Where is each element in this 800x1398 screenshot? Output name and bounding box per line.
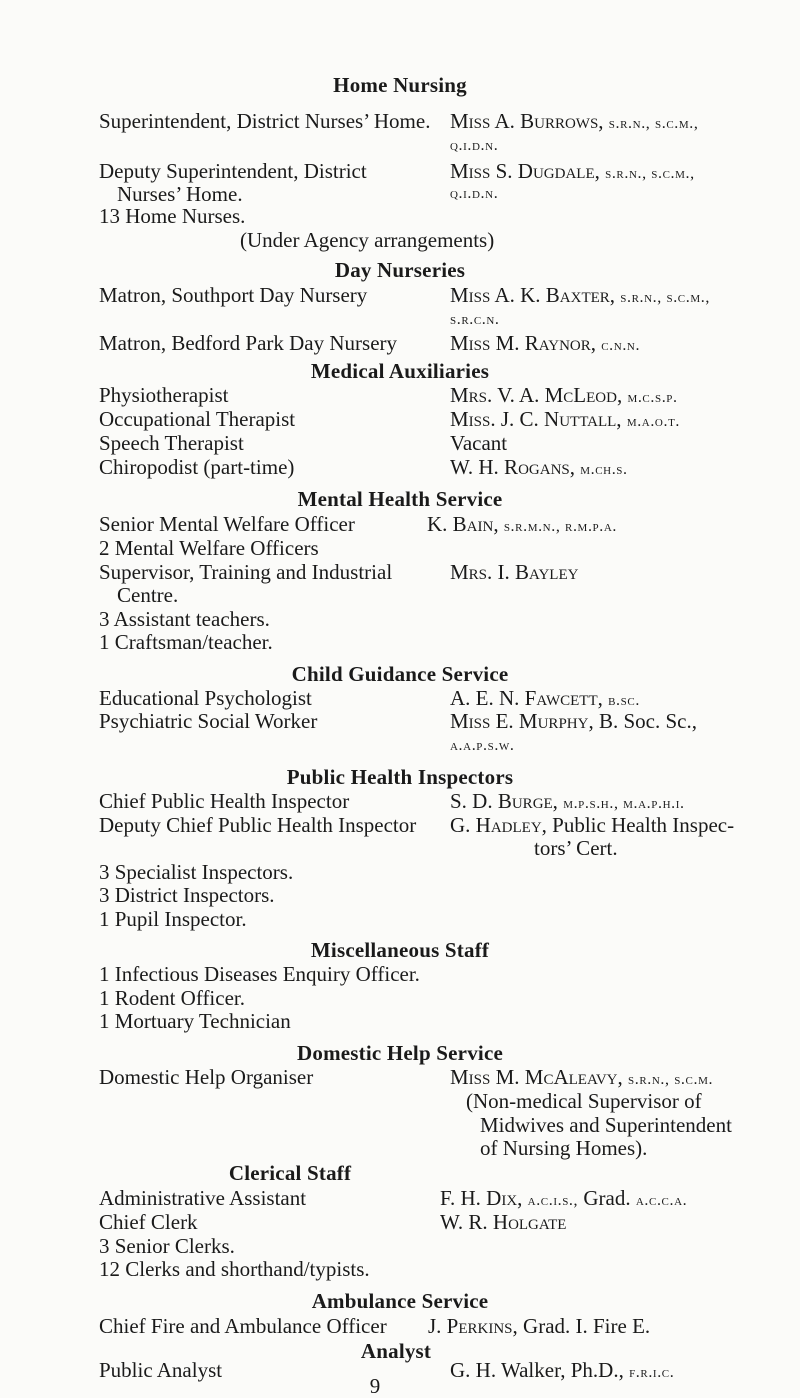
- role-training-supervisor: Supervisor, Training and Industrial: [99, 560, 393, 584]
- role-speech-therapist: Speech Therapist: [99, 431, 244, 455]
- name-domestic-help-organiser: Miss M. McAleavy, s.r.n., s.c.m.: [450, 1065, 714, 1089]
- section-title-day-nurseries: Day Nurseries: [334, 258, 466, 282]
- role-superintendent: Superintendent, District Nurses’ Home.: [99, 109, 431, 133]
- name-matron-southport: Miss A. K. Baxter, s.r.n., s.c.m.,: [450, 283, 710, 307]
- section-title-ambulance: Ambulance Service: [311, 1289, 489, 1313]
- staff-mental-welfare-officers: 2 Mental Welfare Officers: [99, 536, 319, 560]
- section-title-home-nursing: Home Nursing: [333, 73, 467, 97]
- section-title-public-health: Public Health Inspectors: [286, 765, 514, 789]
- role-deputy-superintendent: Deputy Superintendent, District: [99, 159, 367, 183]
- staff-infectious-diseases: 1 Infectious Diseases Enquiry Officer.: [99, 962, 420, 986]
- note-domestic-help-line1: (Non-medical Supervisor of: [466, 1089, 702, 1113]
- name-deputy-chief-inspector: G. Hadley, Public Health Inspec-: [450, 813, 735, 837]
- role-chiropodist: Chiropodist (part-time): [99, 455, 295, 479]
- role-educational-psychologist: Educational Psychologist: [99, 686, 312, 710]
- staff-home-nurses: 13 Home Nurses.: [99, 204, 246, 228]
- note-domestic-help-line2: Midwives and Superintendent: [480, 1113, 732, 1137]
- section-title-analyst: Analyst: [360, 1339, 432, 1363]
- section-title-medical-auxiliaries: Medical Auxiliaries: [310, 359, 490, 383]
- staff-specialist-inspectors: 3 Specialist Inspectors.: [99, 860, 294, 884]
- staff-craftsman-teacher: 1 Craftsman/teacher.: [99, 630, 273, 654]
- role-deputy-superintendent-cont: Nurses’ Home.: [117, 182, 243, 206]
- name-public-analyst: G. H. Walker, Ph.D., f.r.i.c.: [450, 1358, 675, 1382]
- staff-rodent-officer: 1 Rodent Officer.: [99, 986, 245, 1010]
- role-psychiatric-social-worker: Psychiatric Social Worker: [99, 709, 318, 733]
- name-deputy-superintendent: Miss S. Dugdale, s.r.n., s.c.m.,: [450, 159, 695, 183]
- quals-deputy-superintendent: q.i.d.n.: [450, 185, 499, 202]
- name-administrative-assistant: F. H. Dix, a.c.i.s., Grad. a.c.c.a.: [440, 1186, 688, 1210]
- agency-note: (Under Agency arrangements): [240, 228, 495, 252]
- staff-pupil-inspector: 1 Pupil Inspector.: [99, 907, 247, 931]
- name-psychiatric-social-worker: Miss E. Murphy, B. Soc. Sc.,: [450, 709, 697, 733]
- name-senior-mental-welfare-officer: K. Bain, s.r.m.n., r.m.p.a.: [427, 512, 618, 536]
- section-title-misc-staff: Miscellaneous Staff: [310, 938, 490, 962]
- name-chief-clerk: W. R. Holgate: [440, 1210, 567, 1234]
- role-matron-southport: Matron, Southport Day Nursery: [99, 283, 368, 307]
- name-superintendent: Miss A. Burrows, s.r.n., s.c.m.,: [450, 109, 699, 133]
- name-matron-bedford: Miss M. Raynor, c.n.n.: [450, 331, 641, 355]
- staff-assistant-teachers: 3 Assistant teachers.: [99, 607, 270, 631]
- quals-superintendent: q.i.d.n.: [450, 137, 499, 154]
- role-chief-public-health-inspector: Chief Public Health Inspector: [99, 789, 350, 813]
- name-chiropodist: W. H. Rogans, m.ch.s.: [450, 455, 628, 479]
- section-title-child-guidance: Child Guidance Service: [291, 662, 509, 686]
- role-administrative-assistant: Administrative Assistant: [99, 1186, 307, 1210]
- staff-mortuary-technician: 1 Mortuary Technician: [99, 1009, 291, 1033]
- staff-district-inspectors: 3 District Inspectors.: [99, 883, 275, 907]
- role-matron-bedford: Matron, Bedford Park Day Nursery: [99, 331, 398, 355]
- role-occupational-therapist: Occupational Therapist: [99, 407, 296, 431]
- name-physiotherapist: Mrs. V. A. McLeod, m.c.s.p.: [450, 383, 678, 407]
- page-number: 9: [369, 1374, 381, 1398]
- name-chief-fire-ambulance-officer: J. Perkins, Grad. I. Fire E.: [428, 1314, 651, 1338]
- name-occupational-therapist: Miss. J. C. Nuttall, m.a.o.t.: [450, 407, 681, 431]
- section-title-clerical-staff: Clerical Staff: [228, 1161, 352, 1185]
- name-speech-therapist: Vacant: [450, 431, 508, 455]
- name-training-supervisor: Mrs. I. Bayley: [450, 560, 579, 584]
- role-deputy-chief-inspector: Deputy Chief Public Health Inspector: [99, 813, 417, 837]
- role-senior-mental-welfare-officer: Senior Mental Welfare Officer: [99, 512, 355, 536]
- role-training-supervisor-cont: Centre.: [117, 583, 179, 607]
- role-physiotherapist: Physiotherapist: [99, 383, 229, 407]
- role-domestic-help-organiser: Domestic Help Organiser: [99, 1065, 314, 1089]
- staff-clerks-typists: 12 Clerks and shorthand/typists.: [99, 1257, 370, 1281]
- role-chief-fire-ambulance-officer: Chief Fire and Ambulance Officer: [99, 1314, 387, 1338]
- name-chief-public-health-inspector: S. D. Burge, m.p.s.h., m.a.p.h.i.: [450, 789, 685, 813]
- name-deputy-chief-inspector-cont: tors’ Cert.: [534, 836, 618, 860]
- role-public-analyst: Public Analyst: [99, 1358, 223, 1382]
- note-domestic-help-line3: of Nursing Homes).: [480, 1136, 648, 1160]
- role-chief-clerk: Chief Clerk: [99, 1210, 198, 1234]
- staff-senior-clerks: 3 Senior Clerks.: [99, 1234, 235, 1258]
- name-educational-psychologist: A. E. N. Fawcett, b.sc.: [450, 686, 640, 710]
- quals-matron-southport: s.r.c.n.: [450, 311, 500, 328]
- section-title-mental-health: Mental Health Service: [297, 487, 503, 511]
- quals-psychiatric-social-worker: a.a.p.s.w.: [450, 737, 515, 754]
- section-title-domestic-help: Domestic Help Service: [297, 1041, 503, 1065]
